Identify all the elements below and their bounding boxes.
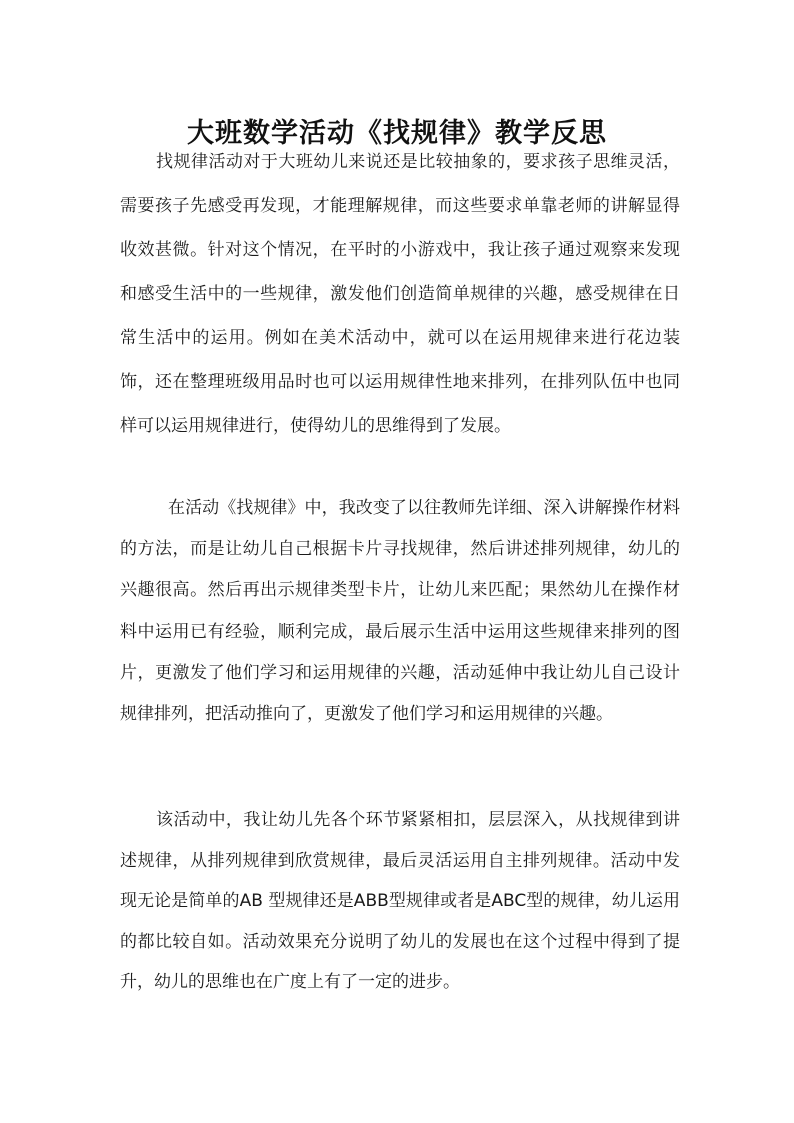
- paragraph-1: 找规律活动对于大班幼儿来说还是比较抽象的，要求孩子思维灵活，需要孩子先感受再发现，才能理解规律，而这些要求单靠老师的讲解显得收效甚微。针对这个情况，在平时的小游戏中，我让孩子通过观察来发现和感受生活中的一些规律，激发他们创造简单规律的兴趣，感受规律在日常生活中的运用。例如在美术活动中，就可以在运用规律来进行花边装饰，还在整理班级用品时也可以运用规律性地来排列，在排列队伍中也同样可以运用规律进行，使得幼儿的思维得到了发展。: [120, 152, 680, 436]
- paragraph-2: 在活动《找规律》中，我改变了以往教师先详细、深入讲解操作材料的方法，而是让幼儿自己根据卡片寻找规律，然后讲述排列规律，幼儿的兴趣很高。然后再出示规律类型卡片，让幼儿来匹配；果然幼儿在操作材料中运用已有经验，顺利完成，最后展示生活中运用这些规律来排列的图片，更激发了他们学习和运用规律的兴趣，活动延伸中我让幼儿自己设计规律排列，把活动推向了，更激发了他们学习和运用规律的兴趣。: [120, 498, 680, 725]
- paragraph-3: 该活动中，我让幼儿先各个环节紧紧相扣，层层深入，从找规律到讲述规律，从排列规律到欣赏规律，最后灵活运用自主排列规律。活动中发现无论是简单的AB 型规律还是ABB型规律或者是ABC型的规律，幼儿运用的都比较自如。活动效果充分说明了幼儿的发展也在这个过程中得到了提升，幼儿的思维也在广度上有了一定的进步。: [120, 810, 680, 993]
- document-title: 大班数学活动《找规律》教学反思: [187, 118, 607, 150]
